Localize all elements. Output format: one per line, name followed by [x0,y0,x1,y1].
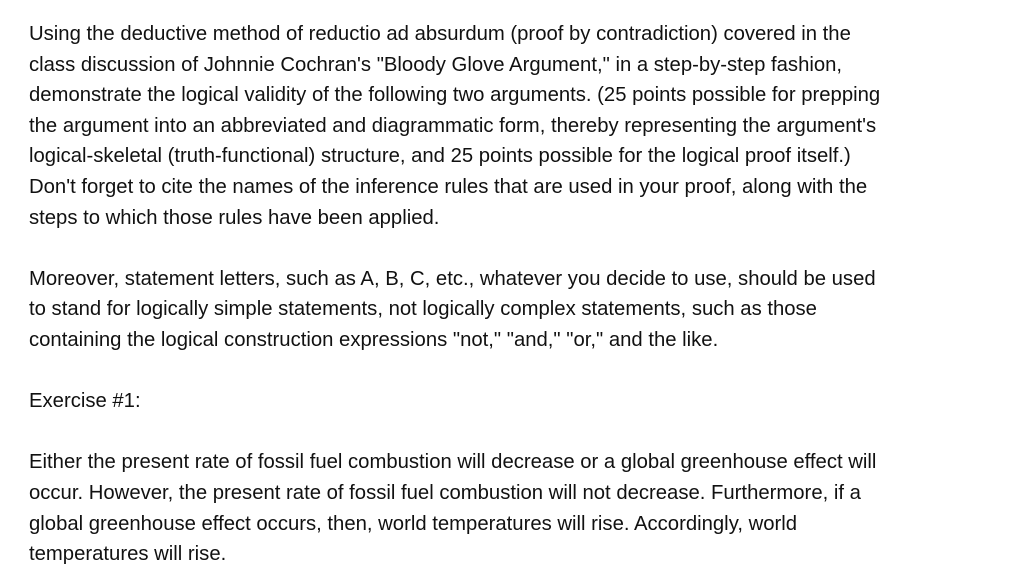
exercise-paragraph [29,447,1019,569]
paragraph-spacer [29,233,1019,264]
text-line: global greenhouse effect occurs, then, world temperatures will rise. Accordingly, world [29,512,798,535]
statement-letters-paragraph [29,264,1019,356]
text-line: class discussion of Johnnie Cochran's "Bloody Glove Argument," in a step-by-step fashion, [29,53,843,76]
text-line: Using the deductive method of reductio ad absurdum (proof by contradiction) covered in the [29,23,851,45]
text-line: Moreover, statement letters, such as A, B, C, etc., whatever you decide to use, should be used [29,267,876,290]
text-line: steps to which those rules have been applied. [29,206,440,229]
text-line: temperatures will rise. [29,543,227,566]
exercise-heading: Exercise #1: [29,390,141,413]
text-line: logical-skeletal (truth-functional) structure, and 25 points possible for the logical proof itself.) [29,145,851,168]
paragraph-spacer [29,356,1019,387]
text-line: demonstrate the logical validity of the following two arguments. (25 points possible for prepping [29,84,881,107]
text-line: Don't forget to cite the names of the inference rules that are used in your proof, along with the [29,175,868,198]
text-line: to stand for logically simple statements, not logically complex statements, such as those [29,298,817,321]
document-body [29,19,1019,570]
text-line: containing the logical construction expressions "not," "and," "or," and the like. [29,328,719,351]
text-line: Either the present rate of fossil fuel combustion will decrease or a global greenhouse effect will [29,451,877,474]
instructions-paragraph [29,19,1019,233]
text-line: the argument into an abbreviated and diagrammatic form, thereby representing the argument's [29,114,877,137]
paragraph-spacer [29,417,1019,448]
text-line: occur. However, the present rate of fossil fuel combustion will not decrease. Furthermore, if a [29,481,861,504]
